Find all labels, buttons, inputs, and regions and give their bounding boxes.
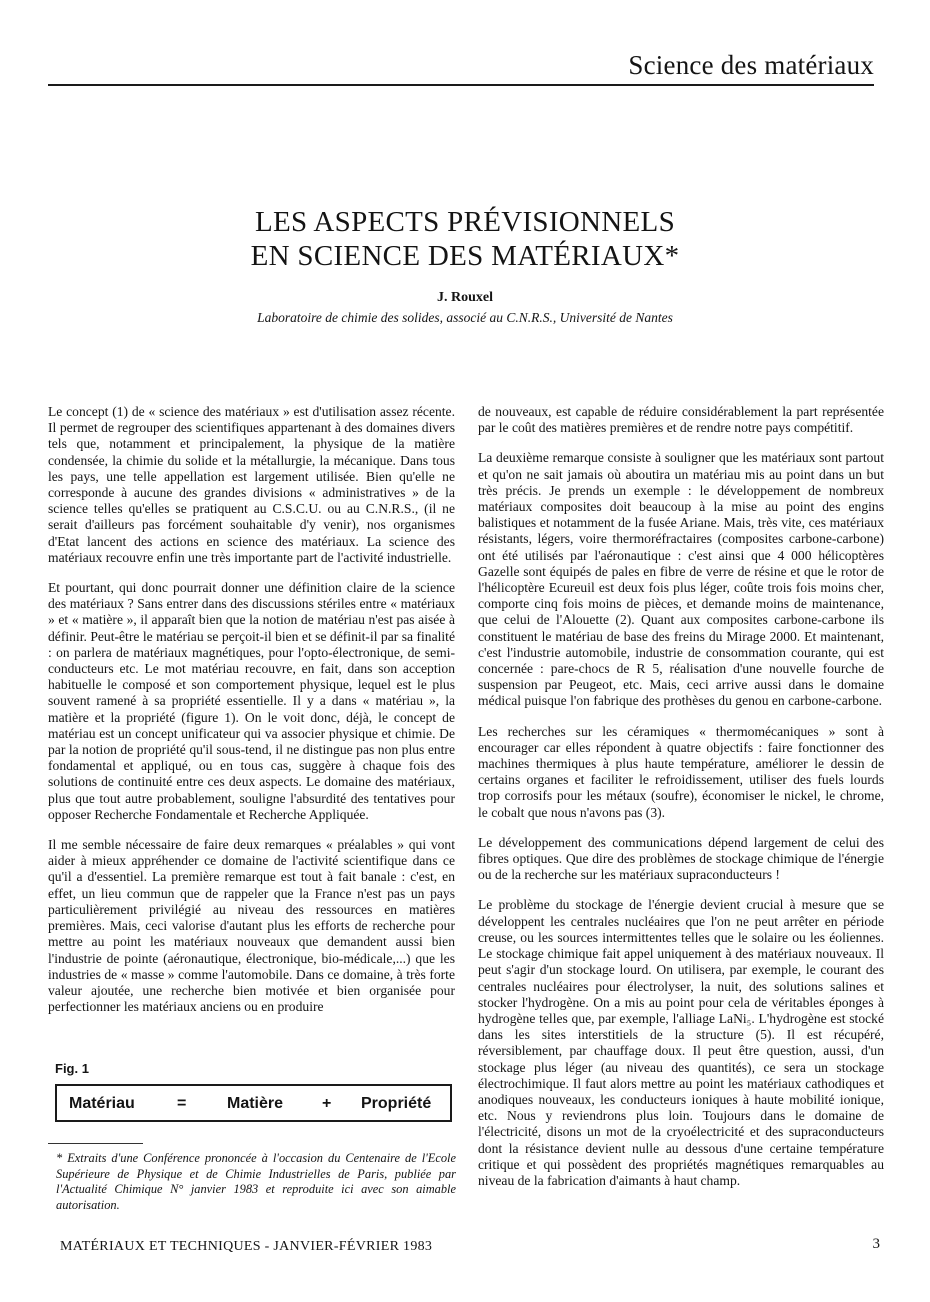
paragraph: Le problème du stockage de l'énergie devient crucial à mesure que se développent les centrales nucléaires que l'on ne peut arrêter en période creuse, ou les sources intermittentes telles que le solaire ou les éoliennes. Le stockage chimique fait appel uniquement à des matériaux nouveaux. Il peut s'agir d'un stockage lourd. On utilisera, par exemple, le courant des centrales nucléaires pour électrolyser, la nuit, des solutions salines et stocker l'hydrogène. On a mis au point pour cela de véritables éponges à hydrogène telles que, par exemple, l'alliage LaNi₅. L'hydrogène est stocké dans les sites interstitiels de la structure (5). Il est récupéré, réversiblement, par chauffage doux. Il peut être question, aussi, d'un stockage plus léger (au niveau des quantités), ce sera un stockage électrochimique. Il faut alors mettre au point les matériaux cathodiques et anodiques nouveaux, les conducteurs ioniques à haute mobilité ionique, etc. Nous y reviendrons plus loin. Toujours dans le domaine de l'électricité, disons un mot de la cryoélectricité et des supraconducteurs dont la résistance devient nulle au dessous d'une certaine température critique et qui possèdent des propriétés magnétiques remarquables au niveau de la fabrication d'aimants à haut champ. (478, 897, 884, 1188)
figure-term-materiau: Matériau (69, 1095, 135, 1112)
right-column (478, 404, 884, 1203)
paragraph: Les recherches sur les céramiques « thermomécaniques » sont à encourager car elles répondent à quatre objectifs : faire fonctionner des machines thermiques à plus haute température, améliorer le dessin de certains organes et faciliter le refroidissement, utiliser des fuels lourds trop corrosifs pour les métaux (soufre), économiser le nickel, le chrome, le cobalt que nous n'avons pas (3). (478, 723, 884, 820)
header-rule (48, 84, 874, 86)
footnote: * Extraits d'une Conférence prononcée à l'occasion du Centenaire de l'Ecole Supérieure de Physique et de Chimie Industrielles de Paris, publiée par l'Actualité Chimique N° janvier 1983 et reproduite ici avec son aimable autorisation. (56, 1151, 456, 1212)
page-number: 3 (872, 1236, 880, 1252)
figure-label: Fig. 1 (55, 1061, 89, 1076)
footer-journal: MATÉRIAUX ET TECHNIQUES - JANVIER-FÉVRIER 1983 (60, 1239, 433, 1254)
author-name: J. Rouxel (437, 290, 493, 305)
section-header: Science des matériaux (628, 50, 874, 80)
left-column (48, 404, 455, 1029)
paragraph: Le développement des communications dépend largement de celui des fibres optiques. Que dire des problèmes de stockage chimique de l'énergie ou de la recherche sur les matériaux supraconducteurs ! (478, 834, 884, 883)
paragraph: Et pourtant, qui donc pourrait donner une définition claire de la science des matériaux ? Sans entrer dans des discussions stériles entre « matériaux » et « matière », il apparaît bien que la notion de matériau n'est pas aisée à définir. Peut-être le matériau se perçoit-il bien et se définit-il par sa finalité : on parlera de matériaux magnétiques, pour l'opto-électronique, de semi-conducteurs etc. Le mot matériau recouvre, en fait, dans son acception habituelle le composé et son comportement physique, lequel est le plus souvent ramené à sa propriété essentielle. Il y a dans « matériau », la matière et la propriété (figure 1). On le voit donc, déjà, le concept de matériau est un concept unificateur qui va associer physique et chimie. De par la notion de propriété qu'il sous-tend, il ne distingue pas non plus entre fondamental et appliqué, ou en tous cas, suggère à chaque fois des solutions de continuité entre ces deux aspects. Le domaine des matériaux, plus que tout autre probablement, souligne l'absurdité des tentatives pour opposer Recherche Fondamentale et Recherche Appliquée. (48, 580, 455, 822)
figure-term-matiere: Matière (227, 1095, 284, 1112)
paragraph: de nouveaux, est capable de réduire considérablement la part représentée par le coût des matières premières et de rendre notre pays compétitif. (478, 404, 884, 436)
footnote-rule (48, 1143, 143, 1144)
figure-term-propriete: Propriété (361, 1095, 432, 1112)
figure-plus-sign: + (322, 1095, 332, 1112)
article-title (0, 205, 930, 273)
paragraph: Le concept (1) de « science des matériaux » est d'utilisation assez récente. Il permet de regrouper des scientifiques appartenant à des domaines divers tels que, notamment et principalement, la physique de la matière condensée, la chimie du solide et la métallurgie, la mécanique. Dans tous les pays, une telle appellation est largement utilisée. Bien qu'elle ne corresponde à aucune des grandes divisions « administratives » de la science telles qu'elles se pratiquent au C.S.C.U. ou au C.N.R.S., (il ne serait d'ailleurs pas forcément souhaitable d'y venir), nos organismes d'Etat lancent des actions en science des matériaux. La science des matériaux recouvre enfin une très importante part de l'activité industrielle. (48, 404, 455, 565)
paragraph: La deuxième remarque consiste à souligner que les matériaux sont partout et qu'on ne sait jamais où aboutira un matériau mis au point dans un but très précis. Je prends un exemple : le développement de nombreux matériaux composites doit beaucoup à la mise au point des engins balistiques et notamment de la fusée Ariane. Mais, très vite, ces matériaux résistants, légers, voire thermoréfractaires (composites carbone-carbone) ont été utilisés par l'aéronautique : c'est ainsi que 4 000 hélicoptères Gazelle sont équipés de pales en fibre de verre de résine et que le rotor de l'hélicoptère Ecureuil est deux fois plus léger, coûte trois fois moins cher, comporte cinq fois moins de pièces, et demande moins de maintenance, que celui de l'Alouette (2). Quant aux composites carbone-carbone ils constituent le matériau de base des freins du Mirage 2000. Et maintenant, c'est l'industrie automobile, industrie de consommation courante, qui est concernée : pare-chocs de R 5, réalisation d'une nouvelle fourche de suspension par Peugeot, etc. Mais, ceci arrive aussi dans le domaine médical puisque l'on fabrique des prothèses du genou en carbone-carbone. (478, 450, 884, 709)
figure-1-equation (55, 1084, 452, 1122)
article-title-line-2: EN SCIENCE DES MATÉRIAUX* (250, 240, 680, 272)
paragraph: Il me semble nécessaire de faire deux remarques « préalables » qui vont aider à mieux appréhender ce domaine de l'activité scientifique dans ce qu'il a d'essentiel. La première remarque est tout à fait banale : c'est, en effet, un lieu commun que de rappeler que la France n'est pas un pays particulièrement privilégié au niveau des ressources en matières premières. Mais, ceci valorise d'autant plus les efforts de recherche pour mettre au point les matériaux nouveaux que demandent aussi bien l'industrie de pointe (aéronautique, électronique, bio-médicale,...) que les industries de « masse » comme l'automobile. Dans ce domaine, à très forte valeur ajoutée, une recherche bien motivée et bien organisée pour perfectionner les matériaux anciens ou en produire (48, 837, 455, 1015)
figure-equals-sign: = (177, 1095, 187, 1112)
author-affiliation: Laboratoire de chimie des solides, associé au C.N.R.S., Université de Nantes (257, 310, 673, 325)
article-title-line-1: LES ASPECTS PRÉVISIONNELS (254, 206, 675, 238)
